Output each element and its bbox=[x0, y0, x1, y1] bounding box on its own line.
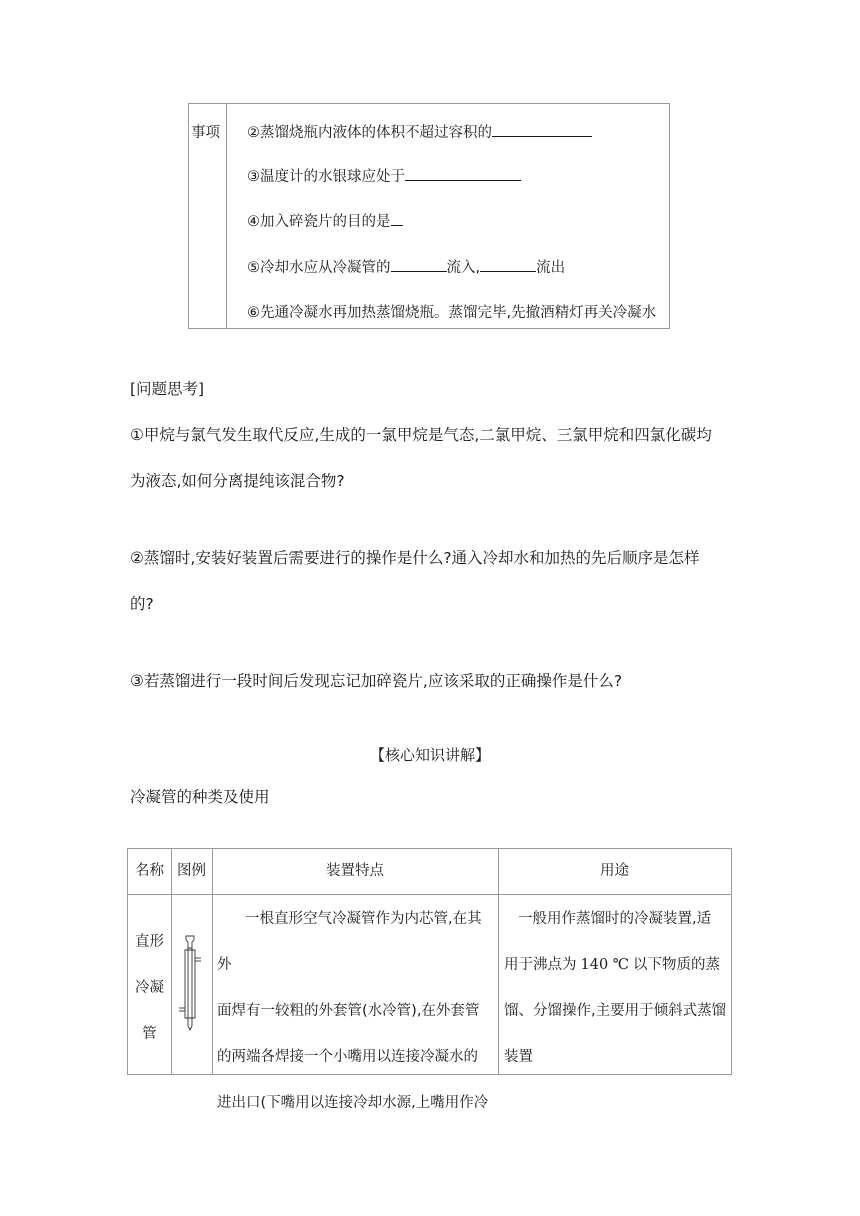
feature-line: 进出口(下嘴用以连接冷却水源,上嘴用作冷 bbox=[217, 1095, 489, 1111]
use-line: 装置 bbox=[504, 1049, 533, 1065]
feature-line: 一根直形空气冷凝管作为内芯管,在其外 bbox=[217, 911, 482, 973]
row-label: 事项 bbox=[191, 125, 220, 141]
table-divider bbox=[226, 104, 227, 328]
header-name: 名称 bbox=[135, 863, 164, 879]
item-text: ②蒸馏烧瓶内液体的体积不超过容积的 bbox=[247, 125, 492, 141]
precaution-item-5 bbox=[247, 256, 565, 277]
section-title: 【核心知识讲解】 bbox=[369, 746, 490, 764]
item-text-mid: 流入, bbox=[446, 260, 481, 276]
feature-line: 面焊有一较粗的外套管(水冷管),在外套管 bbox=[217, 1003, 480, 1019]
item-text: ⑤冷却水应从冷凝管的 bbox=[247, 260, 391, 276]
header-features: 装置特点 bbox=[326, 863, 384, 879]
straight-condenser-icon bbox=[176, 934, 208, 1034]
use-text: 用于沸点为 bbox=[504, 957, 577, 973]
item-text-end: 流出 bbox=[536, 260, 566, 276]
precautions-table bbox=[188, 103, 670, 329]
use-line: 一般用作蒸馏时的冷凝装置,适 bbox=[518, 911, 712, 927]
name-line: 直形 bbox=[135, 934, 164, 950]
name-line: 冷凝 bbox=[135, 980, 164, 996]
question-2-line-2: 的? bbox=[130, 595, 154, 613]
header-uses: 用途 bbox=[600, 863, 629, 879]
item-text: ⑥先通冷凝水再加热蒸馏烧瓶。蒸馏完毕,先撤酒精灯再关冷凝水 bbox=[247, 305, 657, 321]
condenser-uses bbox=[504, 896, 730, 1080]
questions-heading: [问题思考] bbox=[130, 380, 205, 398]
row-divider bbox=[128, 894, 731, 895]
precaution-item-2 bbox=[247, 121, 592, 142]
name-line: 管 bbox=[142, 1026, 157, 1042]
question-3: ③若蒸馏进行一段时间后发现忘记加碎瓷片,应该采取的正确操作是什么? bbox=[130, 672, 623, 690]
precaution-item-6 bbox=[247, 301, 656, 322]
condenser-table bbox=[127, 848, 732, 1111]
fill-blank bbox=[480, 257, 536, 272]
fill-blank bbox=[405, 166, 521, 181]
temperature-value: 140 ℃ bbox=[580, 957, 630, 973]
condenser-name bbox=[128, 919, 171, 1057]
item-text: ③温度计的水银球应处于 bbox=[247, 169, 405, 185]
item-text: ④加入碎瓷片的目的是 bbox=[247, 214, 391, 230]
precaution-item-3 bbox=[247, 165, 521, 186]
use-line bbox=[504, 942, 730, 988]
question-1-line-2: 为液态,如何分离提纯该混合物? bbox=[130, 472, 345, 490]
question-1-line-1: ①甲烷与氯气发生取代反应,生成的一氯甲烷是气态,二氯甲烷、三氯甲烷和四氯化碳均 bbox=[130, 426, 712, 444]
question-2-line-1: ②蒸馏时,安装好装置后需要进行的操作是什么?通入冷却水和加热的先后顺序是怎样 bbox=[130, 549, 700, 567]
fill-blank bbox=[492, 122, 592, 137]
condenser-features bbox=[217, 896, 495, 1126]
feature-line: 的两端各焊接一个小嘴用以连接冷凝水的 bbox=[217, 1049, 478, 1065]
section-subtitle: 冷凝管的种类及使用 bbox=[130, 788, 270, 806]
precaution-item-4 bbox=[247, 210, 403, 231]
use-text: 以下物质的蒸 bbox=[633, 957, 721, 973]
header-figure: 图例 bbox=[177, 863, 206, 879]
fill-blank bbox=[391, 211, 403, 226]
fill-blank bbox=[391, 257, 447, 272]
use-line: 馏、分馏操作,主要用于倾斜式蒸馏 bbox=[504, 1003, 727, 1019]
